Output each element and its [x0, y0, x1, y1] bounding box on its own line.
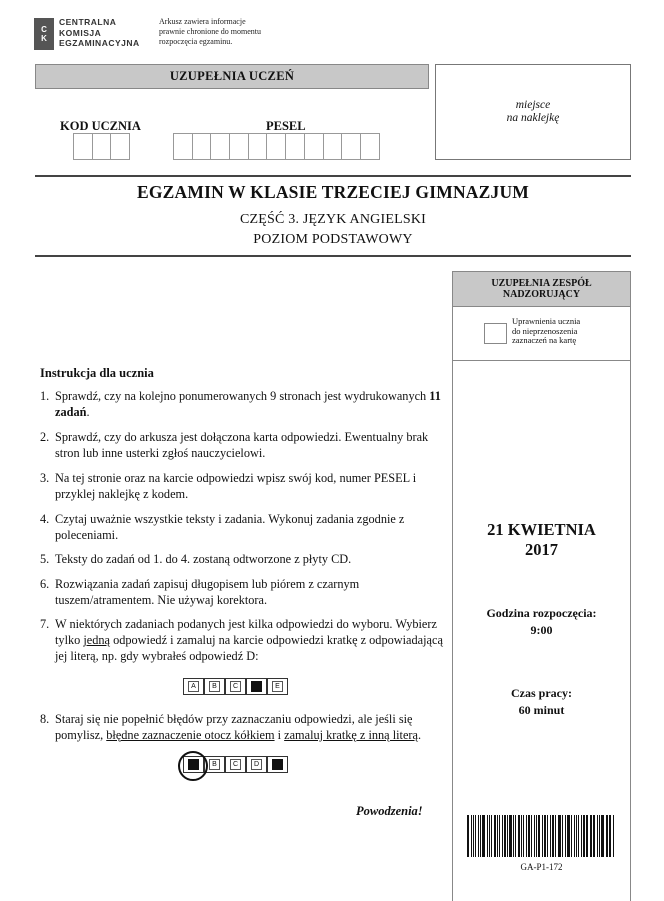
student-code-label: KOD UCZNIA: [60, 119, 141, 133]
answer-option: B: [204, 678, 225, 695]
barcode-bar: [606, 815, 607, 857]
barcode-bar: [542, 815, 543, 857]
cke-logo-text: CENTRALNA KOMISJA EGZAMINACYJNA: [59, 17, 140, 48]
barcode-icon: [467, 815, 615, 857]
barcode-bar: [567, 815, 570, 857]
barcode-bar: [526, 815, 528, 857]
answer-option: E: [267, 678, 288, 695]
barcode-bar: [538, 815, 541, 857]
barcode-bar: [499, 815, 500, 857]
good-luck-message: Powodzenia!: [356, 804, 423, 818]
student-section-header: UZUPEŁNIA UCZEŃ: [35, 64, 429, 89]
answer-option: C: [225, 756, 246, 773]
instruction-item: 2. Sprawdź, czy do arkusza jest dołączona karta odpowiedzi. Ewentualny brak stron lub inne usterki zgłoś nauczycielowi.: [40, 430, 429, 460]
barcode-bar: [590, 815, 591, 857]
barcode-bar: [547, 815, 548, 857]
barcode-bar: [536, 815, 537, 857]
answer-option: D: [246, 756, 267, 773]
exam-date: 21 KWIETNIA 2017: [487, 520, 596, 559]
barcode-bar: [599, 815, 600, 857]
rights-checkbox[interactable]: [484, 323, 507, 344]
barcode-bar: [555, 815, 556, 857]
barcode-bar: [601, 815, 604, 857]
instruction-item: 3. Na tej stronie oraz na karcie odpowiedzi wpisz swój kod, numer PESEL i przyklej naklejkę z kodem.: [40, 471, 417, 501]
confidentiality-notice: Arkusz zawiera informacje prawnie chronione do momentu rozpoczęcia egzaminu.: [159, 17, 261, 46]
answer-option-filled: [267, 756, 288, 773]
barcode-bar: [586, 815, 588, 857]
barcode-bar: [534, 815, 535, 857]
barcode-bar: [550, 815, 551, 857]
barcode-bar: [571, 815, 572, 857]
barcode-bar: [491, 815, 493, 857]
barcode-bar: [565, 815, 566, 857]
barcode-bar: [518, 815, 520, 857]
exam-part: CZĘŚĆ 3. JĘZYK ANGIELSKI: [239, 212, 427, 227]
barcode-bar: [552, 815, 554, 857]
barcode-bar: [521, 815, 522, 857]
cke-logo-icon: C K: [34, 18, 54, 50]
barcode-bar: [504, 815, 506, 857]
barcode-bar: [613, 815, 614, 857]
answer-option-circled: [183, 756, 204, 773]
barcode-bar: [591, 815, 592, 857]
barcode-bar: [578, 815, 579, 857]
barcode-bar: [562, 815, 563, 857]
barcode-bar: [509, 815, 512, 857]
duration-label: Czas pracy:: [511, 686, 572, 700]
answer-option: A: [183, 678, 204, 695]
correction-example-row: [183, 756, 288, 773]
barcode-bar: [480, 815, 481, 857]
divider-bottom: [35, 255, 631, 257]
barcode-bar: [609, 815, 611, 857]
barcode-bar: [583, 815, 585, 857]
barcode-bar: [471, 815, 472, 857]
barcode-bar: [576, 815, 577, 857]
answer-option: B: [204, 756, 225, 773]
divider-top: [35, 175, 631, 177]
barcode-bar: [487, 815, 488, 857]
barcode-bar: [513, 815, 514, 857]
instruction-item: 4. Czytaj uważnie wszystkie teksty i zadania. Wykonuj zadania zgodnie z poleceniami.: [40, 512, 405, 542]
barcode-bar: [558, 815, 559, 857]
barcode-bar: [528, 815, 530, 857]
instruction-item: 5. Teksty do zadań od 1. do 4. zostaną odtworzone z płyty CD.: [40, 552, 352, 566]
barcode-bar: [482, 815, 485, 857]
barcode-bar: [478, 815, 479, 857]
barcode-bar: [497, 815, 498, 857]
barcode-bar: [593, 815, 595, 857]
barcode-bar: [581, 815, 582, 857]
circle-mark-icon: [178, 751, 208, 781]
instructions-title: Instrukcja dla ucznia: [40, 366, 154, 380]
start-time-label: Godzina rozpoczęcia:: [486, 606, 597, 620]
pesel-label: PESEL: [266, 119, 306, 133]
barcode-bar: [523, 815, 524, 857]
duration-value: 60 minut: [518, 703, 565, 717]
instruction-item: 6. Rozwiązania zadań zapisuj długopisem lub piórem z czarnym tuszem/atramentem. Nie używaj korektora.: [40, 577, 360, 607]
barcode-bar: [489, 815, 490, 857]
barcode-bar: [544, 815, 546, 857]
right-column: [452, 271, 631, 901]
instruction-item: 8. Staraj się nie popełnić błędów przy zaznaczaniu odpowiedzi, ale jeśli się pomylisz, błędne zaznaczenie otocz kółkiem i zamaluj kratkę z inną literą.: [40, 712, 422, 742]
rights-checkbox-label: Uprawnienia ucznia do nieprzenoszenia zaznaczeń na kartę: [512, 316, 581, 345]
barcode-bar: [559, 815, 561, 857]
barcode-bar: [515, 815, 516, 857]
instruction-item: 7. W niektórych zadaniach podanych jest kilka odpowiedzi do wyboru. Wybierz tylko jedną odpowiedź i zamaluj na karcie odpowiedzi kratkę z odpowiadającą jej literą, np. gdy wybrałeś odpowiedź D:: [40, 617, 443, 663]
barcode-bar: [502, 815, 503, 857]
answer-option: C: [225, 678, 246, 695]
exam-title: EGZAMIN W KLASIE TRZECIEJ GIMNAZJUM: [136, 182, 530, 202]
barcode-bar: [467, 815, 469, 857]
barcode-bar: [574, 815, 576, 857]
barcode-bar: [494, 815, 496, 857]
exam-level: POZIOM PODSTAWOWY: [253, 232, 413, 247]
pesel-field[interactable]: [173, 133, 379, 160]
answer-option-filled: [246, 678, 267, 695]
supervisor-section-header: UZUPEŁNIA ZESPÓŁ NADZORUJĄCY: [452, 271, 631, 307]
barcode-bar: [475, 815, 477, 857]
barcode-bar: [473, 815, 474, 857]
start-time-value: 9:00: [530, 623, 553, 637]
sheet-code: GA-P1-172: [520, 862, 563, 872]
example-answer-row: [183, 678, 288, 695]
barcode-bar: [607, 815, 608, 857]
barcode-bar: [531, 815, 532, 857]
instruction-item: 1. Sprawdź, czy na kolejno ponumerowanych 9 stronach jest wydrukowanych 11 zadań.: [40, 389, 441, 419]
student-code-field[interactable]: [73, 133, 129, 160]
barcode-bar: [507, 815, 508, 857]
sticker-placeholder[interactable]: miejsce na naklejkę: [435, 64, 631, 160]
barcode-bar: [597, 815, 598, 857]
